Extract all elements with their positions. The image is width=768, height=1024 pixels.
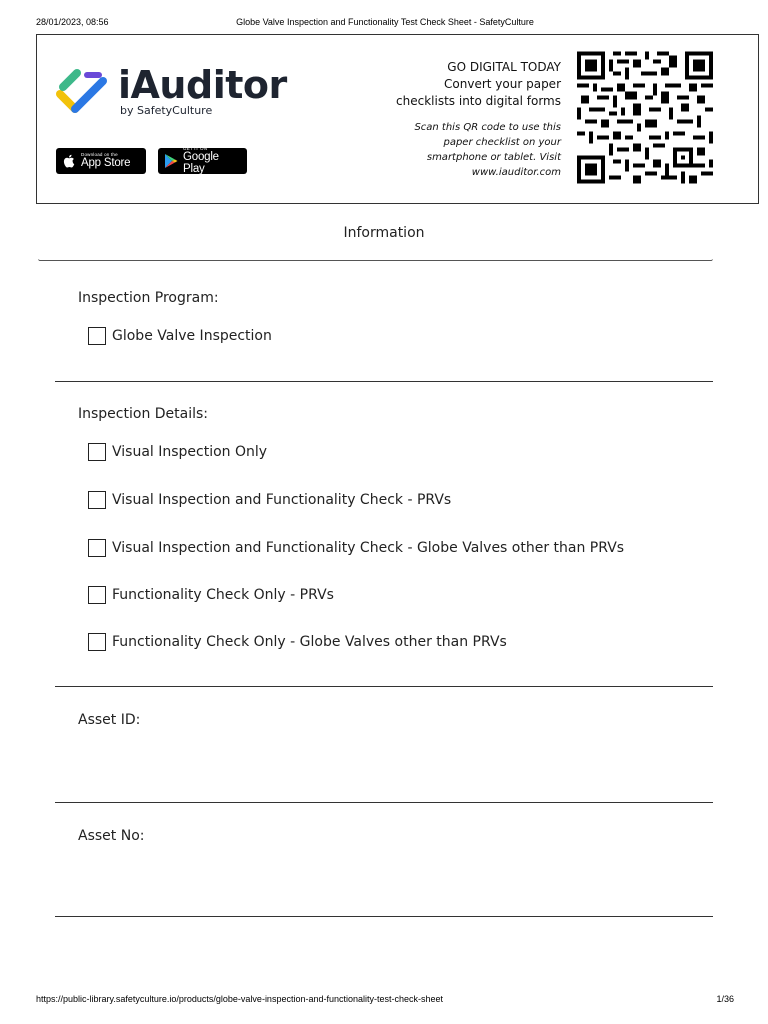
asset-id-label: Asset ID: xyxy=(78,712,141,728)
option-visual-inspection-only[interactable] xyxy=(88,443,267,461)
option-globe-valve-inspection[interactable] xyxy=(88,327,272,345)
promo-scan-4[interactable]: www.iauditor.com xyxy=(471,167,561,178)
option-label: Globe Valve Inspection xyxy=(112,328,272,344)
iauditor-logo-icon xyxy=(55,68,111,120)
question-divider xyxy=(55,381,713,382)
checkbox[interactable] xyxy=(88,491,106,509)
promo-scan-1: Scan this QR code to use this xyxy=(414,122,561,133)
app-store-big-text: App Store xyxy=(81,157,131,169)
checkbox[interactable] xyxy=(88,586,106,604)
google-play-badge[interactable] xyxy=(158,145,247,175)
google-play-big-text: Google Play xyxy=(183,151,219,175)
print-header xyxy=(36,17,734,31)
print-url: https://public-library.safetyculture.io/products/globe-valve-inspection-and-functionality-test-check-sheet xyxy=(36,994,444,1004)
page-number: 1/36 xyxy=(716,994,734,1004)
app-store-small-text: Download on the xyxy=(81,151,118,157)
inspection-program-label: Inspection Program: xyxy=(78,290,219,306)
promo-headline-1: GO DIGITAL TODAY xyxy=(447,60,561,74)
question-divider xyxy=(55,802,713,803)
logo-subtitle: by SafetyCulture xyxy=(120,104,213,117)
qr-code-icon xyxy=(577,51,713,184)
promo-headline xyxy=(341,59,561,110)
promo-headline-3: checklists into digital forms xyxy=(396,94,561,108)
inspection-details-label: Inspection Details: xyxy=(78,406,209,422)
option-functionality-only-globe-valves[interactable] xyxy=(88,633,507,651)
checkbox[interactable] xyxy=(88,539,106,557)
google-play-icon xyxy=(164,153,178,169)
print-date: 28/01/2023, 08:56 xyxy=(36,17,109,27)
apple-icon xyxy=(62,153,76,169)
promo-scan-text xyxy=(381,120,561,180)
option-visual-functionality-prvs[interactable] xyxy=(88,491,451,509)
promo-headline-2: Convert your paper xyxy=(444,77,561,91)
promo-scan-3: smartphone or tablet. Visit xyxy=(426,152,561,163)
option-label: Functionality Check Only - PRVs xyxy=(112,587,334,603)
option-label: Visual Inspection and Functionality Check - Globe Valves other than PRVs xyxy=(112,540,625,556)
promo-banner xyxy=(36,34,759,204)
option-label: Functionality Check Only - Globe Valves other than PRVs xyxy=(112,634,507,650)
section-divider xyxy=(38,259,713,261)
option-label: Visual Inspection and Functionality Check - PRVs xyxy=(112,492,452,508)
app-store-badge[interactable] xyxy=(56,148,146,174)
logo-wordmark: iAuditor xyxy=(118,63,287,107)
asset-no-label: Asset No: xyxy=(78,828,145,844)
question-divider xyxy=(55,916,713,917)
section-title: Information xyxy=(343,225,425,241)
checkbox[interactable] xyxy=(88,633,106,651)
checkbox[interactable] xyxy=(88,443,106,461)
print-footer xyxy=(36,994,734,1008)
promo-scan-2: paper checklist on your xyxy=(443,137,561,148)
print-title: Globe Valve Inspection and Functionality Test Check Sheet - SafetyCulture xyxy=(236,17,534,27)
option-visual-functionality-globe-valves[interactable] xyxy=(88,539,624,557)
google-play-small-text: GET IT ON xyxy=(183,145,208,151)
option-label: Visual Inspection Only xyxy=(112,444,268,460)
question-divider xyxy=(55,686,713,687)
option-functionality-only-prvs[interactable] xyxy=(88,586,334,604)
checkbox[interactable] xyxy=(88,327,106,345)
